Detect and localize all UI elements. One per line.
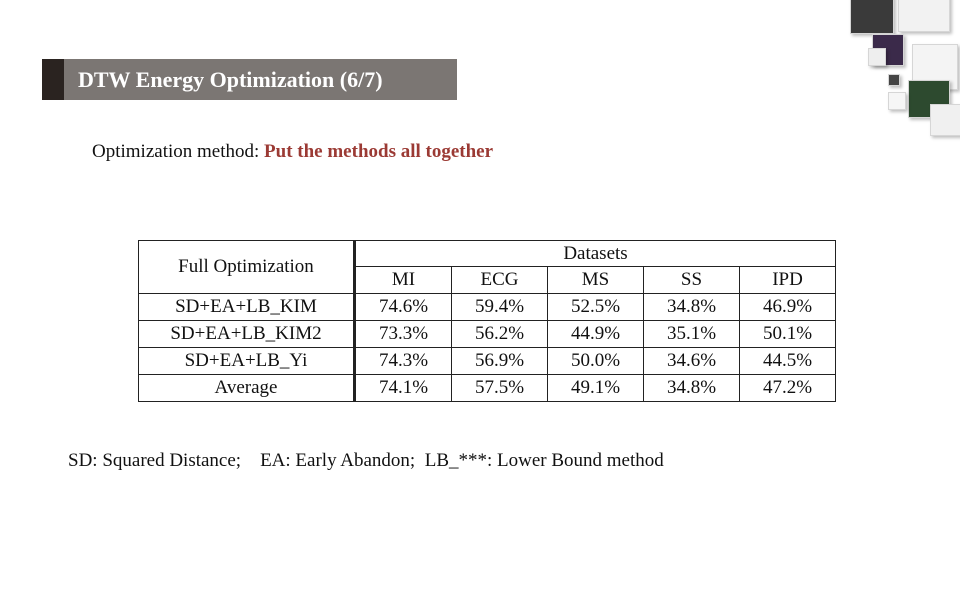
table-cell: 74.3% [355,348,452,375]
row-label: SD+EA+LB_KIM [139,294,355,321]
table-cell: 74.6% [355,294,452,321]
title-accent-bar [42,59,64,100]
decorative-squares [840,0,960,140]
subtitle-prefix: Optimization method: [92,141,265,162]
table-cell: 50.0% [548,348,644,375]
row-label: SD+EA+LB_KIM2 [139,321,355,348]
deco-square [898,0,950,32]
table-cell: 34.8% [644,375,740,402]
column-header: IPD [740,267,836,294]
column-header: SS [644,267,740,294]
table-cell: 73.3% [355,321,452,348]
table-cell: 34.6% [644,348,740,375]
table-cell: 47.2% [740,375,836,402]
table-cell: 35.1% [644,321,740,348]
table-corner-label: Full Optimization [139,241,355,294]
row-label: SD+EA+LB_Yi [139,348,355,375]
footnote: SD: Squared Distance; EA: Early Abandon; LB_***: Lower Bound method [68,450,664,471]
column-header: MI [355,267,452,294]
table-cell: 44.9% [548,321,644,348]
table-row [139,321,836,348]
table-cell: 56.9% [452,348,548,375]
deco-square [868,48,886,66]
deco-square-large [850,0,894,34]
table-header-row [139,241,836,267]
page-title: DTW Energy Optimization (6/7) [78,66,383,92]
deco-square [888,74,900,86]
title-bar [64,59,457,100]
table-cell: 56.2% [452,321,548,348]
column-header: MS [548,267,644,294]
table-cell: 57.5% [452,375,548,402]
table-cell: 50.1% [740,321,836,348]
table-row [139,294,836,321]
subtitle-highlight: Put the methods all together [264,141,494,162]
table-row [139,348,836,375]
table-row [139,375,836,402]
table-cell: 59.4% [452,294,548,321]
results-table [138,240,836,402]
column-header: ECG [452,267,548,294]
subtitle [92,141,493,163]
deco-square [888,92,906,110]
table-cell: 74.1% [355,375,452,402]
table-cell: 52.5% [548,294,644,321]
table-cell: 44.5% [740,348,836,375]
table-group-header: Datasets [355,241,836,267]
table-cell: 46.9% [740,294,836,321]
table-cell: 49.1% [548,375,644,402]
row-label: Average [139,375,355,402]
deco-square [930,104,960,136]
table-cell: 34.8% [644,294,740,321]
